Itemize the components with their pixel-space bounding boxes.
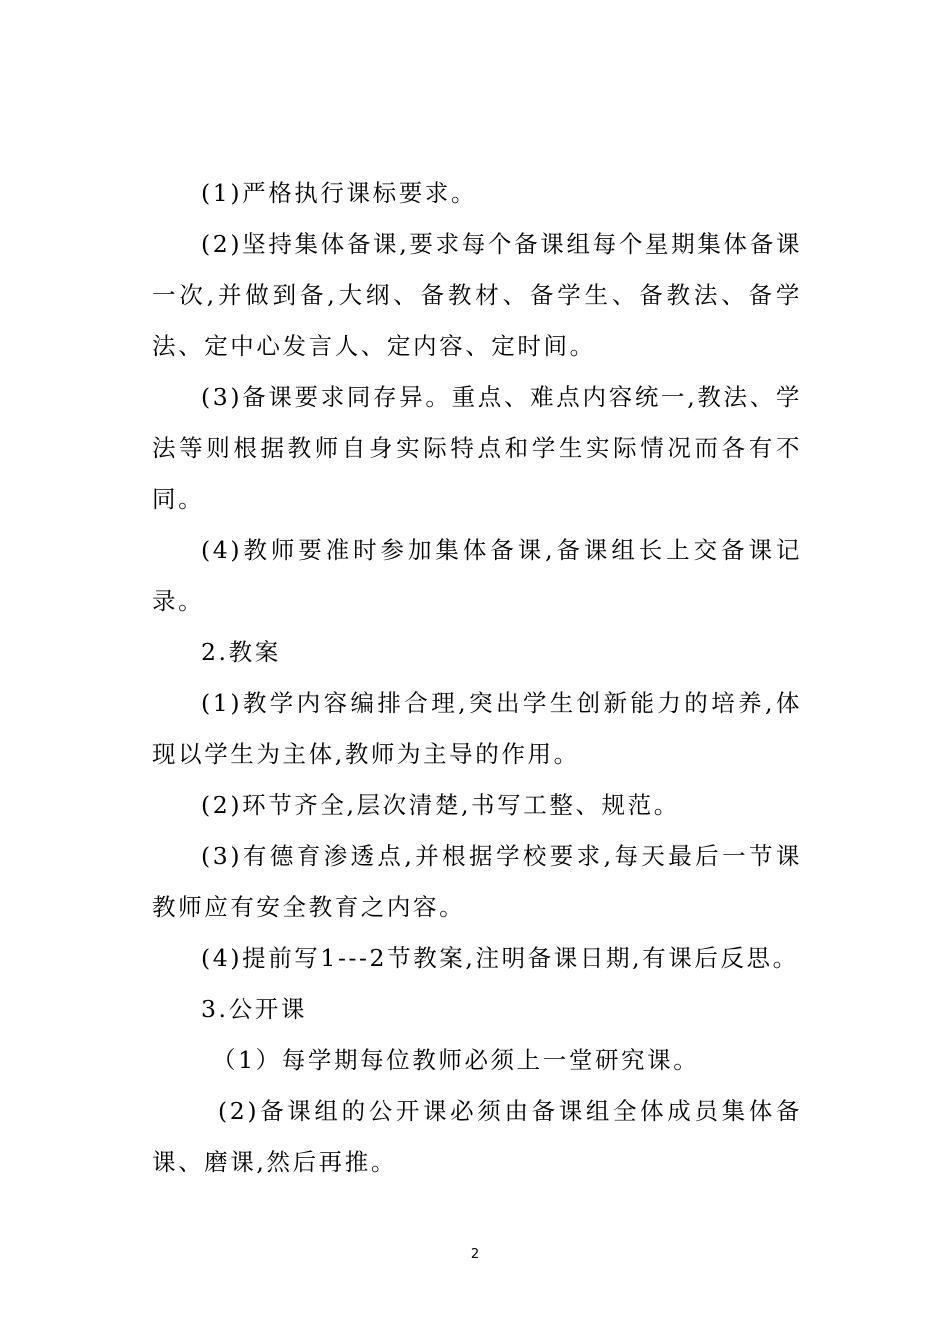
paragraph-8: (4)提前写1---2节教案,注明备课日期,有课后反思。 [201, 944, 799, 972]
paragraph-6: (2)环节齐全,层次清楚,书写工整、规范。 [201, 791, 680, 819]
body-text [152, 168, 802, 1188]
paragraph-4: (4)教师要准时参加集体备课,备课组长上交备课记录。 [152, 536, 802, 615]
page-number: 2 [470, 1247, 480, 1262]
paragraph-2: (2)坚持集体备课,要求每个备课组每个星期集体备课一次,并做到备,大纲、备教材、备学生、备教法、备学法、定中心发言人、定内容、定时间。 [152, 230, 802, 360]
paragraph-1: (1)严格执行课标要求。 [201, 179, 477, 207]
paragraph-7: (3)有德育渗透点,并根据学校要求,每天最后一节课教师应有安全教育之内容。 [152, 842, 802, 921]
paragraph-10: (2)备课组的公开课必须由备课组全体成员集体备课、磨课,然后再推。 [152, 1097, 802, 1176]
paragraph-5: (1)教学内容编排合理,突出学生创新能力的培养,体现以学生为主体,教师为主导的作用。 [152, 689, 802, 768]
paragraph-3: (3)备课要求同存异。重点、难点内容统一,教法、学法等则根据教师自身实际特点和学生实际情况而各有不同。 [152, 383, 802, 513]
paragraph-9: （1）每学期每位教师必须上一堂研究课。 [212, 1046, 700, 1074]
section-heading-lesson-plan: 2.教案 [201, 638, 281, 666]
section-heading-open-class: 3.公开课 [201, 995, 307, 1023]
